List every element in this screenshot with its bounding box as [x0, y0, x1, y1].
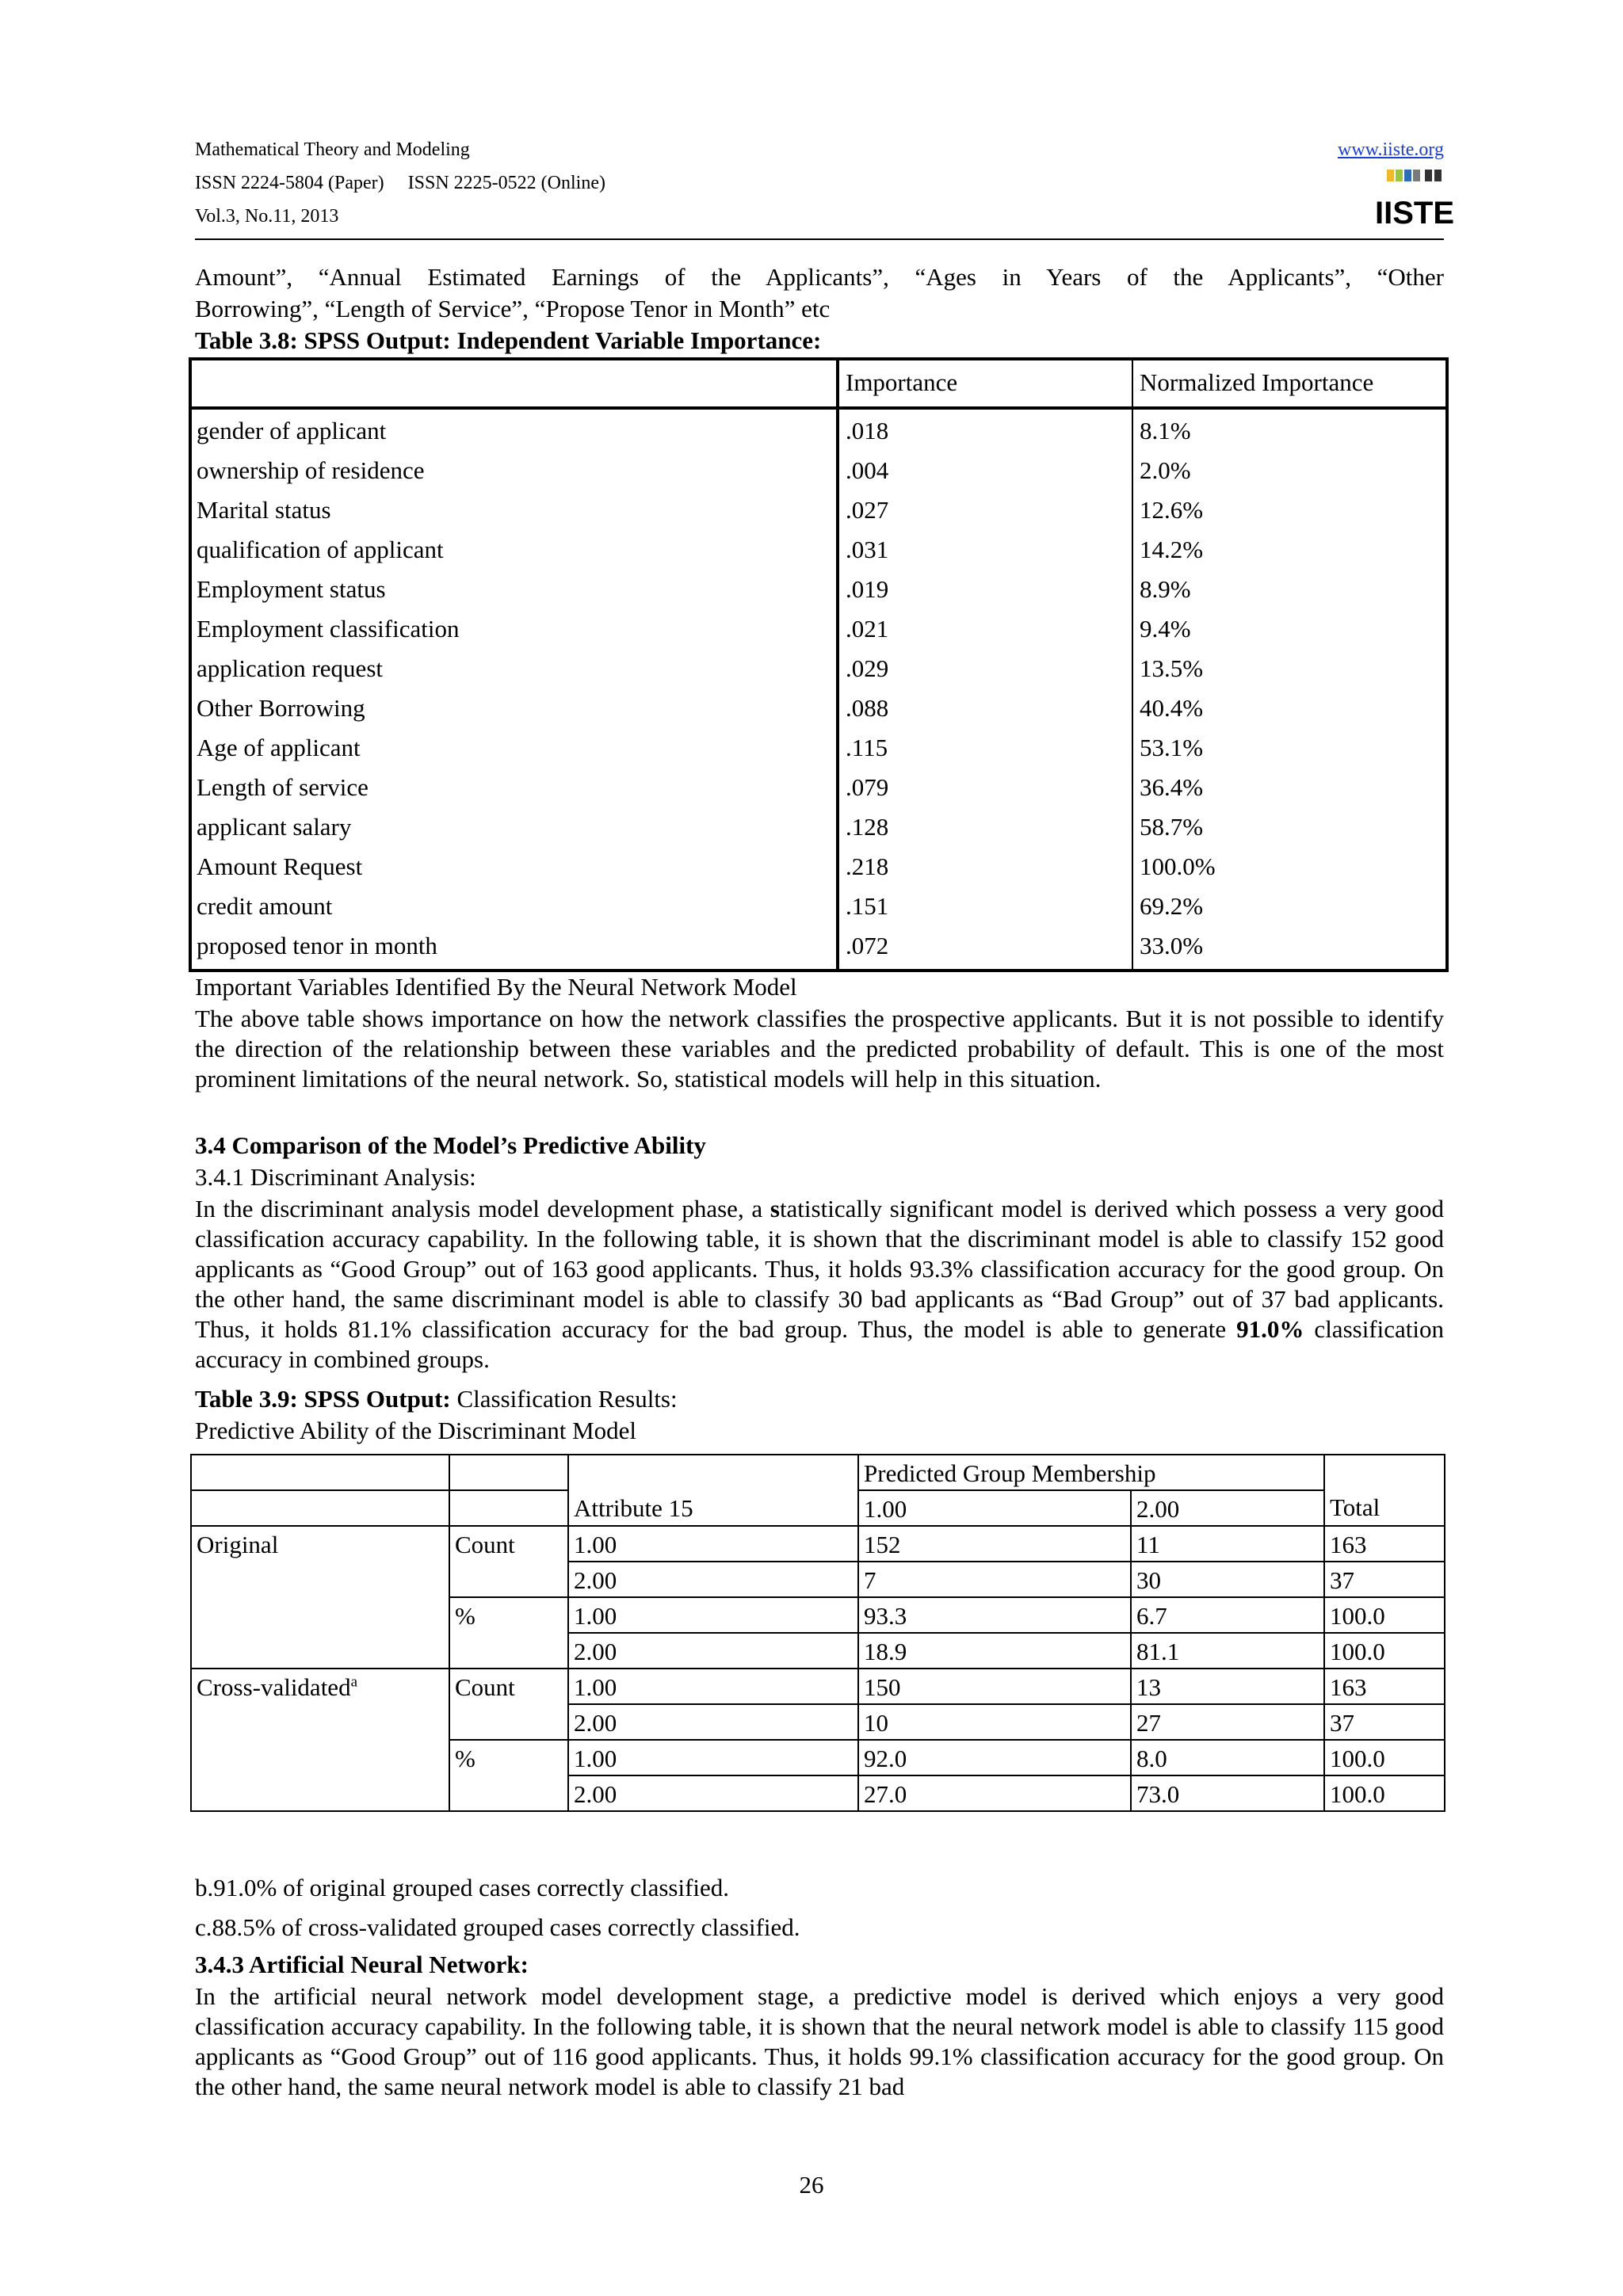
- variable-name-cell: application request: [197, 654, 383, 682]
- volume-info: Vol.3, No.11, 2013: [195, 206, 339, 227]
- normalized-importance-cell: 14.2%: [1140, 536, 1204, 563]
- normalized-importance-cell: 58.7%: [1140, 813, 1204, 841]
- table-row: 2.00 18.9 81.1 100.0: [191, 1633, 1445, 1669]
- table-row: [192, 451, 1445, 490]
- attribute-header: Attribute 15: [568, 1490, 858, 1526]
- variable-name-cell: Other Borrowing: [197, 694, 365, 722]
- predicted-group-header: Predicted Group Membership: [858, 1455, 1324, 1490]
- variable-name-cell: Length of service: [197, 773, 369, 801]
- table-row: [192, 728, 1445, 768]
- table-row: [192, 926, 1445, 966]
- header-rule: [195, 238, 1444, 240]
- variable-importance-table: [189, 357, 1449, 972]
- variable-name-cell: Employment classification: [197, 615, 460, 643]
- table-row: 2.00 27.0 73.0 100.0: [191, 1775, 1445, 1811]
- importance-cell: .031: [846, 536, 889, 563]
- table-row: [192, 768, 1445, 807]
- normalized-importance-cell: 8.9%: [1140, 575, 1191, 603]
- variable-name-cell: ownership of residence: [197, 456, 425, 484]
- page-number: 26: [799, 2171, 824, 2199]
- journal-title: Mathematical Theory and Modeling: [195, 139, 470, 160]
- paragraph-neural-network: In the artificial neural network model development stage, a predictive model is derived which enjoys a very good classification accuracy capability. In the following table, it is shown that the neural network model is able to classify 115 good applicants as “Good Group” out of 116 good applicants. Thus, it holds 99.1% classification accuracy for the good group. On the other hand, the same neural network model is able to classify 21 bad: [195, 1982, 1444, 2100]
- issn-line: [195, 170, 605, 196]
- importance-cell: .004: [846, 456, 889, 484]
- importance-cell: .128: [846, 813, 889, 841]
- paragraph-limitations: The above table shows importance on how the network classifies the prospective applicants. But it is not possible to identify the direction of the relationship between these variables and the predicted probability of default. This is one of the most prominent limitations of the neural network. So, statistical models will help in this situation.: [195, 1005, 1444, 1093]
- table-3-8-note: Important Variables Identified By the Neural Network Model: [195, 973, 797, 1001]
- table-row: % 1.00 92.0 8.0 100.0: [191, 1740, 1445, 1775]
- table-note-b: b.91.0% of original grouped cases correctly classified.: [195, 1874, 730, 1901]
- importance-cell: .029: [846, 654, 889, 682]
- variable-name-cell: applicant salary: [197, 813, 352, 841]
- table-row: [192, 807, 1445, 847]
- normalized-importance-cell: 53.1%: [1140, 734, 1204, 761]
- variable-name-cell: Employment status: [197, 575, 386, 603]
- normalized-importance-cell: 100.0%: [1140, 852, 1216, 880]
- issn-paper: ISSN 2224-5804 (Paper): [195, 173, 384, 193]
- table-row: [192, 688, 1445, 728]
- classification-results-table: [190, 1454, 1445, 1812]
- iiste-logo: [1374, 168, 1455, 231]
- importance-cell: .218: [846, 852, 889, 880]
- normalized-importance-cell: 12.6%: [1140, 496, 1204, 524]
- normalized-importance-cell: 36.4%: [1140, 773, 1204, 801]
- journal-url-link[interactable]: www.iiste.org: [1338, 139, 1444, 160]
- table-row: [192, 847, 1445, 887]
- table-row: [192, 609, 1445, 649]
- table-row: Original Count 1.00 152 11 163: [191, 1526, 1445, 1562]
- variable-name-cell: Amount Request: [197, 852, 363, 880]
- variable-name-cell: Age of applicant: [197, 734, 361, 761]
- table-3-8-caption: Table 3.8: SPSS Output: Independent Variable Importance:: [195, 326, 822, 354]
- table-row: [192, 887, 1445, 926]
- col-header-2: 2.00: [1131, 1490, 1324, 1526]
- table-row: [192, 411, 1445, 451]
- table-row: % 1.00 93.3 6.7 100.0: [191, 1597, 1445, 1633]
- normalized-importance-cell: 33.0%: [1140, 932, 1204, 959]
- table-row: 2.00 7 30 37: [191, 1562, 1445, 1597]
- variable-name-cell: credit amount: [197, 892, 333, 920]
- original-label: Original: [191, 1526, 449, 1669]
- importance-cell: .079: [846, 773, 889, 801]
- importance-cell: .019: [846, 575, 889, 603]
- section-3-4-heading: 3.4 Comparison of the Model’s Predictive Ability: [195, 1131, 706, 1159]
- section-3-4-1-heading: 3.4.1 Discriminant Analysis:: [195, 1163, 476, 1191]
- importance-cell: .027: [846, 496, 889, 524]
- normalized-importance-cell: 8.1%: [1140, 417, 1191, 444]
- intro-line-2: Borrowing”, “Length of Service”, “Propose Tenor in Month” etc: [195, 295, 831, 322]
- issn-online: ISSN 2225-0522 (Online): [407, 173, 605, 193]
- table-row: [192, 530, 1445, 570]
- importance-cell: .018: [846, 417, 889, 444]
- normalized-importance-cell: 69.2%: [1140, 892, 1204, 920]
- cross-validated-label: Cross-validated$^a$: [191, 1669, 449, 1811]
- table-row: [192, 490, 1445, 530]
- normalized-importance-cell: 9.4%: [1140, 615, 1191, 643]
- count-label: Count: [449, 1526, 568, 1597]
- percent-label: %: [449, 1740, 568, 1811]
- table-row: Cross-validated$^a$ Count 1.00 150 13 163: [191, 1669, 1445, 1704]
- table-row: [192, 570, 1445, 609]
- percent-label: %: [449, 1597, 568, 1669]
- importance-cell: .021: [846, 615, 889, 643]
- table-3-9-caption: Table 3.9: SPSS Output: Classification Results:: [195, 1385, 678, 1413]
- variable-name-cell: qualification of applicant: [197, 536, 444, 563]
- header-importance: Importance: [846, 368, 958, 396]
- table-3-9-subcaption: Predictive Ability of the Discriminant Model: [195, 1417, 637, 1444]
- normalized-importance-cell: 2.0%: [1140, 456, 1191, 484]
- variable-name-cell: proposed tenor in month: [197, 932, 437, 959]
- importance-cell: .151: [846, 892, 889, 920]
- variable-name-cell: gender of applicant: [197, 417, 387, 444]
- importance-cell: .088: [846, 694, 889, 722]
- variable-name-cell: Marital status: [197, 496, 331, 524]
- logo-text: IISTE: [1374, 196, 1455, 231]
- table-row: 2.00 10 27 37: [191, 1704, 1445, 1740]
- importance-cell: .115: [846, 734, 888, 761]
- total-header: Total: [1324, 1455, 1445, 1526]
- col-header-1: 1.00: [858, 1490, 1131, 1526]
- table-note-c: c.88.5% of cross-validated grouped cases correctly classified.: [195, 1913, 800, 1941]
- intro-line-1: Amount”, “Annual Estimated Earnings of the Applicants”, “Ages in Years of the Applicants”, “Other: [195, 263, 1444, 291]
- section-3-4-3-heading: 3.4.3 Artificial Neural Network:: [195, 1951, 529, 1978]
- normalized-importance-cell: 40.4%: [1140, 694, 1204, 722]
- count-label: Count: [449, 1669, 568, 1740]
- paragraph-discriminant: In the discriminant analysis model development phase, a statistically significant model is derived which possess a very good classification accuracy capability. In the following table, it is shown that the discriminant model is able to classify 152 good applicants as “Good Group” out of 163 good applicants. Thus, it holds 93.3% classification accuracy for the good group. On the other hand, the same discriminant model is able to classify 30 bad applicants as “Bad Group” out of 37 bad applicants. Thus, it holds 81.1% classification accuracy for the bad group. Thus, the model is able to generate 91.0% classification accuracy in combined groups.: [195, 1195, 1444, 1373]
- header-normalized-importance: Normalized Importance: [1140, 368, 1374, 396]
- normalized-importance-cell: 13.5%: [1140, 654, 1204, 682]
- importance-cell: .072: [846, 932, 889, 959]
- table-row: [192, 649, 1445, 688]
